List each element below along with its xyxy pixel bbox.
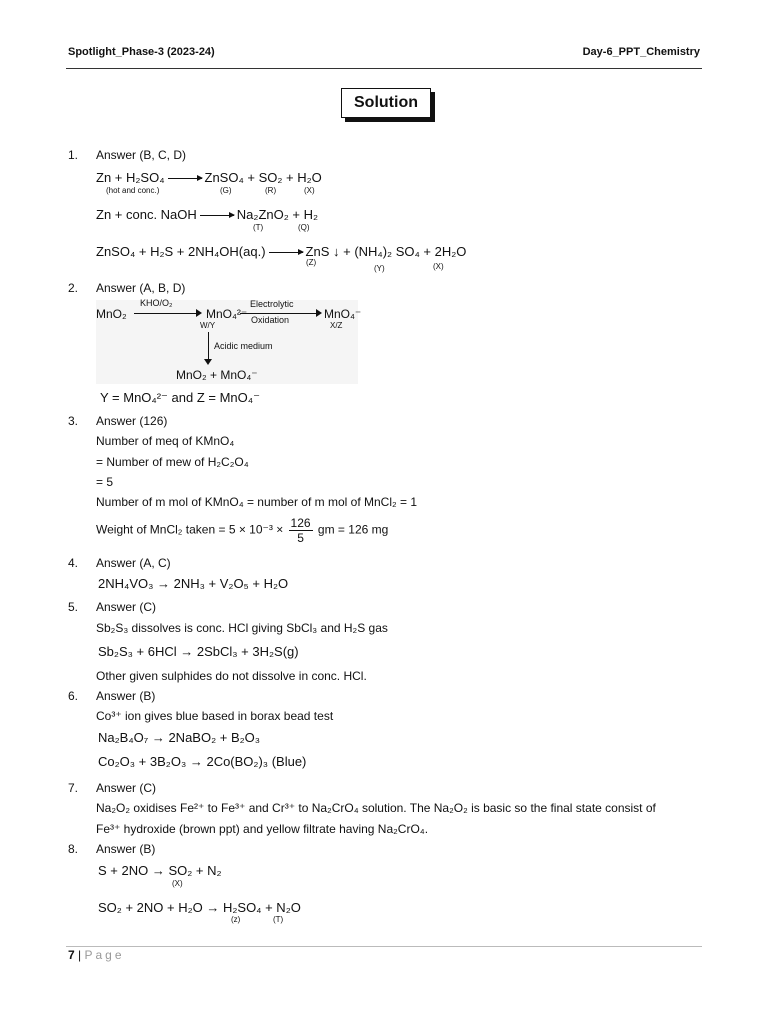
header-left: Spotlight_Phase-3 (2023-24) [68, 46, 215, 58]
q2-arrowhead1-icon [196, 309, 202, 317]
q2-arrow3-icon [208, 332, 209, 360]
footer-page-word: Page [84, 948, 125, 962]
q4-number: 4. [68, 556, 79, 570]
q1-eq1-left: Zn + H₂SO₄ [96, 170, 165, 185]
q3-number: 3. [68, 414, 79, 428]
q3-fraction [289, 516, 313, 545]
q2-mno2: MnO₂ [96, 307, 127, 321]
q2-mno4: MnO₄⁻ [324, 307, 362, 321]
q2-mno4-2: MnO₄²⁻ [206, 307, 248, 321]
q7-answer: Answer (C) [96, 781, 157, 795]
q8-answer: Answer (B) [96, 842, 156, 856]
q7-line2: Fe³⁺ hydroxide (brown ppt) and yellow filtrate having Na₂CrO₄. [96, 822, 429, 836]
q1-eq1-label-hot: (hot and conc.) [106, 186, 160, 195]
q5-answer: Answer (C) [96, 600, 157, 614]
q1-eq1-right: ZnSO₄ + SO₂ + H₂O [204, 170, 322, 185]
q1-number: 1. [68, 148, 79, 162]
q2-kho-label: KHO/O₂ [140, 298, 173, 308]
q3-line3: = 5 [96, 475, 114, 489]
q1-eq1-label-g: (G) [220, 186, 232, 195]
q3-line1: Number of meq of KMnO₄ [96, 434, 235, 448]
q7-number: 7. [68, 781, 79, 795]
q1-eq2 [96, 207, 318, 222]
q1-eq3-right: ZnS ↓ + (NH₄)₂ SO₄ + 2H₂O [305, 244, 467, 259]
q2-answer: Answer (A, B, D) [96, 281, 186, 295]
q6-answer: Answer (B) [96, 689, 156, 703]
q1-answer: Answer (B, C, D) [96, 148, 187, 162]
q4-equation: 2NH₄VO₃ → 2NH₃ + V₂O₅ + H₂O [98, 576, 289, 591]
q1-eq3-label-x: (X) [433, 262, 444, 271]
q2-arrowhead2-icon [316, 309, 322, 317]
q2-acidic: Acidic medium [214, 341, 273, 351]
q3-weight-pre: Weight of MnCl₂ taken = 5 × 10⁻³ × [96, 522, 284, 537]
q3-line2: = Number of mew of H₂C₂O₄ [96, 455, 249, 469]
q6-line1: Co³⁺ ion gives blue based in borax bead test [96, 709, 334, 723]
q2-products: MnO₂ + MnO₄⁻ [176, 368, 258, 382]
q2-arrow1-icon [134, 313, 198, 314]
q7-line1: Na₂O₂ oxidises Fe²⁺ to Fe³⁺ and Cr³⁺ to Na₂CrO₄ solution. The Na₂O₂ is basic so the final state consist of [96, 801, 656, 815]
q1-eq2-right: Na₂ZnO₂ + H₂ [236, 207, 319, 222]
q6-equation1: Na₂B₄O₇ → 2NaBO₂ + B₂O₃ [98, 730, 261, 745]
footer-separator: | [78, 948, 82, 962]
q3-line4: Number of m mol of KMnO₄ = number of m mol of MnCl₂ = 1 [96, 495, 417, 509]
q6-number: 6. [68, 689, 79, 703]
header-right: Day-6_PPT_Chemistry [582, 46, 700, 58]
q1-eq1-label-r: (R) [265, 186, 277, 195]
q4-answer: Answer (A, C) [96, 556, 171, 570]
q8-equation2: SO₂ + 2NO + H₂O → H₂SO₄ + N₂O [98, 900, 301, 915]
q1-eq1 [96, 170, 322, 185]
q2-result: Y = MnO₄²⁻ and Z = MnO₄⁻ [100, 390, 260, 405]
q2-electrolytic: Electrolytic [250, 299, 294, 309]
q3-frac-num: 126 [290, 516, 311, 530]
q2-arrowhead3-icon [204, 359, 212, 365]
q1-eq3 [96, 244, 466, 259]
arrow-icon [269, 252, 303, 253]
q2-number: 2. [68, 281, 79, 295]
q8-equation1: S + 2NO → SO₂ + N₂ [98, 863, 222, 878]
q1-eq3-label-y: (Y) [374, 264, 385, 273]
q1-eq2-label-q: (Q) [298, 223, 310, 232]
q2-wy: W/Y [200, 321, 216, 330]
footer-divider [66, 946, 702, 947]
q3-weight-post: gm = 126 mg [317, 522, 389, 537]
q5-line1: Sb₂S₃ dissolves is conc. HCl giving SbCl₃ and H₂S gas [96, 621, 388, 635]
q8-number: 8. [68, 842, 79, 856]
header-divider [66, 68, 702, 69]
q8-eq1-label-x: (X) [172, 879, 183, 888]
q1-eq1-label-x: (X) [304, 186, 315, 195]
page-number: 7 [68, 948, 75, 962]
q2-reaction-diagram [96, 298, 362, 384]
footer [68, 948, 125, 962]
q5-line2: Other given sulphides do not dissolve in conc. HCl. [96, 669, 367, 683]
q8-eq2-label-z: (z) [231, 915, 241, 924]
q6-equation2: Co₂O₃ + 3B₂O₃ → 2Co(BO₂)₃ (Blue) [98, 754, 307, 769]
arrow-icon [168, 178, 202, 179]
q5-number: 5. [68, 600, 79, 614]
q1-eq2-left: Zn + conc. NaOH [96, 207, 197, 222]
q2-arrow2-icon [240, 313, 318, 314]
q1-eq3-label-z: (Z) [306, 258, 317, 267]
q1-eq3-left: ZnSO₄ + H₂S + 2NH₄OH(aq.) [96, 244, 266, 259]
q2-xz: X/Z [330, 321, 343, 330]
q3-frac-den: 5 [297, 531, 304, 545]
page-title: Solution [341, 88, 431, 118]
q3-answer: Answer (126) [96, 414, 168, 428]
q2-oxidation: Oxidation [251, 315, 290, 325]
q5-equation: Sb₂S₃ + 6HCl → 2SbCl₃ + 3H₂S(g) [98, 644, 299, 659]
arrow-icon [200, 215, 234, 216]
q3-weight [96, 516, 388, 545]
q1-eq2-label-t: (T) [253, 223, 264, 232]
q8-eq2-label-t: (T) [273, 915, 284, 924]
